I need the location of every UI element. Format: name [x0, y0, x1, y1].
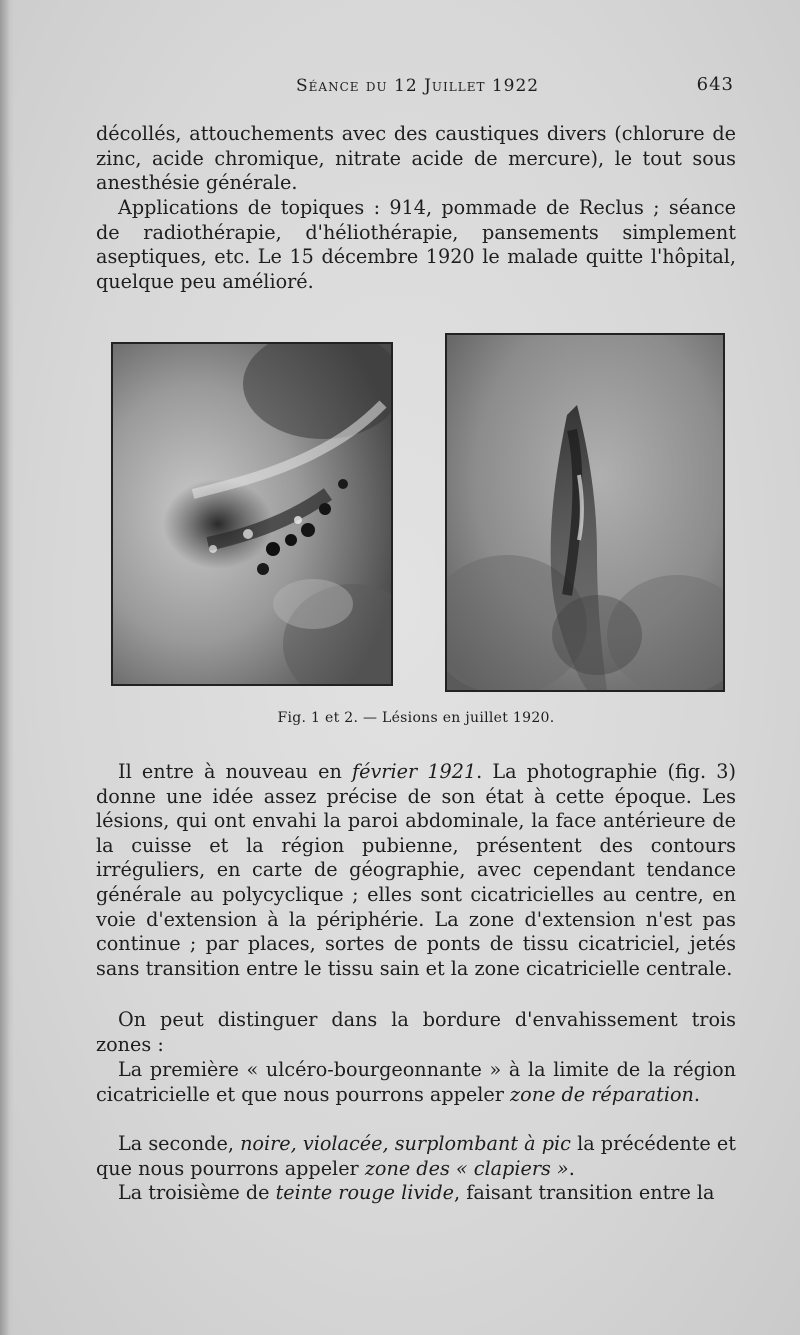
figure-1-photograph — [111, 342, 393, 686]
paragraph-7 — [96, 1181, 736, 1206]
paragraph-6-emphasis: noire, violacée, surplombant à pic — [240, 1132, 571, 1155]
paragraph-5 — [96, 1058, 736, 1107]
paragraph-7-text-a: La troisième de — [118, 1181, 276, 1204]
paragraph-3 — [96, 760, 736, 981]
paragraph-6-text-c: . — [568, 1156, 575, 1180]
paragraph-7-emphasis: teinte rouge livide — [275, 1181, 455, 1204]
page-header — [96, 74, 736, 104]
paragraph-6-text-b: la précédente et que nous pourrons appeler — [96, 1132, 736, 1180]
paragraph-6 — [96, 1132, 736, 1181]
figure-2-photograph — [445, 333, 725, 692]
paragraph-5-text-b: . — [693, 1082, 700, 1106]
paragraph-5-emphasis: zone de réparation — [510, 1082, 694, 1106]
paragraph-5-text-a: La première « ulcéro-bourgeonnante » à la limite de la région cicatricielle et que nous pourrons appeler — [96, 1058, 736, 1106]
paragraph-6-emphasis-2: zone des « clapiers » — [364, 1156, 569, 1180]
paragraph-6-text-a: La seconde, — [118, 1132, 241, 1155]
paragraph-1: décollés, attouchements avec des caustiques divers (chlorure de zinc, acide chromique, nitrate acide de mercure), le tout sous anesthésie générale. — [96, 122, 736, 195]
page-number: 643 — [696, 74, 734, 95]
paragraph-3-emphasis: février 1921 — [352, 760, 477, 783]
paragraph-3-text-b: . La photographie (fig. 3) donne une idée assez précise de son état à cette époque. Les lésions, qui ont envahi la paroi abdominale, la face antérieure de la cuisse et la région pubienne, présentent des contours irréguliers, en carte de géographie, avec cependant tendance générale au polycyclique ; elles sont cicatricielles au centre, en voie d'extension à la périphérie. La zone d'extension n'est pas continue ; par places, sortes de ponts de tissu cicatriciel, jetés sans transition entre le tissu sain et la zone cicatricielle centrale. — [96, 760, 737, 980]
figure-caption: Fig. 1 et 2. — Lésions en juillet 1920. — [277, 710, 555, 726]
binding-edge — [0, 0, 14, 1335]
running-head: Séance du 12 Juillet 1922 — [296, 76, 540, 96]
paragraph-7-text-b: , faisant transition entre la — [454, 1181, 715, 1204]
paragraph-2: Applications de topiques : 914, pommade de Reclus ; séance de radiothérapie, d'héliothérapie, pansements simplement aseptiques, etc. Le 15 décembre 1920 le malade quitte l'hôpital, quelque peu amélioré. — [96, 196, 736, 293]
paragraph-4: On peut distinguer dans la bordure d'envahissement trois zones : — [96, 1008, 736, 1056]
paragraph-3-text-a: Il entre à nouveau en — [118, 760, 352, 783]
